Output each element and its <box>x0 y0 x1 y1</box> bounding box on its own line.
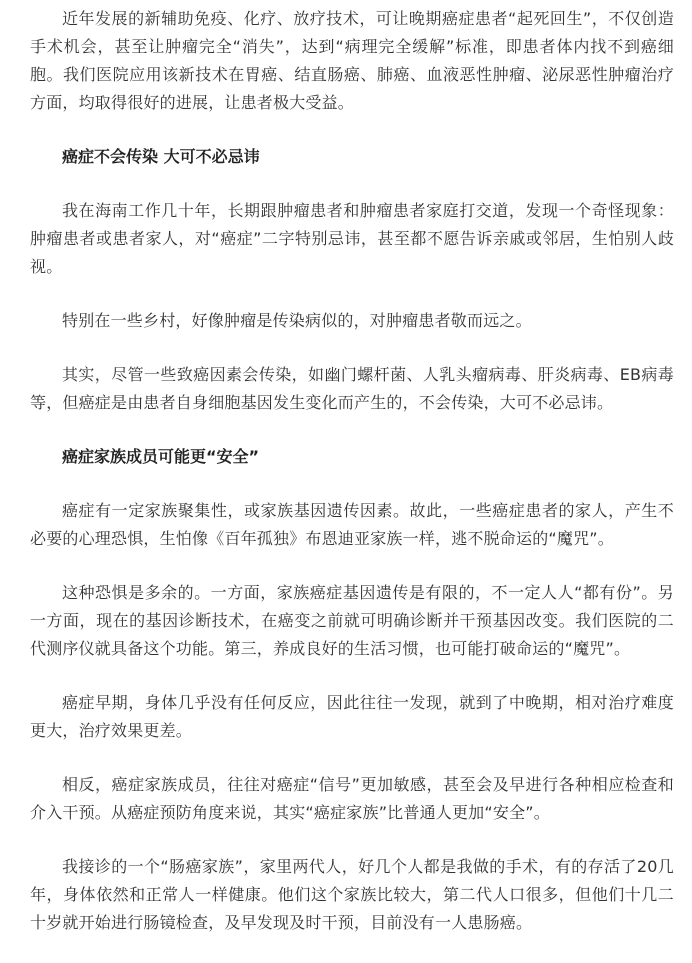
paragraph-family-clustering: 癌症有一定家族聚集性，或家族基因遗传因素。故此，一些癌症患者的家人，产生不必要的心理恐惧，生怕像《百年孤独》布恩迪亚家族一样，逃不脱命运的“魔咒”。 <box>30 501 674 548</box>
paragraph-intro: 近年发展的新辅助免疫、化疗、放疗技术，可让晚期癌症患者“起死回生”，不仅创造手术机会，甚至让肿瘤完全“消失”，达到“病理完全缓解”标准，即患者体内找不到癌细胞。我们医院应用该新技术在胃癌、结直肠癌、肺癌、血液恶性肿瘤、泌尿恶性肿瘤治疗方面，均取得很好的进展，让患者极大受益。 <box>30 9 674 112</box>
article-body <box>30 5 674 963</box>
section-heading-family-safer: 癌症家族成员可能更“安全” <box>62 447 260 466</box>
paragraph-family-sensitive: 相反，癌症家族成员，往往对癌症“信号”更加敏感，甚至会及早进行各种相应检查和介入干预。从癌症预防角度来说，其实“癌症家族”比普通人更加“安全”。 <box>30 775 674 822</box>
paragraph-rural: 特别在一些乡村，好像肿瘤是传染病似的，对肿瘤患者敬而远之。 <box>62 311 532 330</box>
paragraph-causes: 其实，尽管一些致癌因素会传染，如幽门螺杆菌、人乳头瘤病毒、肝炎病毒、EB病毒等，但癌症是由患者自身细胞基因发生变化而产生的，不会传染，大可不必忌讳。 <box>30 365 674 412</box>
paragraph-early-stage: 癌症早期，身体几乎没有任何反应，因此往往一发现，就到了中晚期，相对治疗难度更大，治疗效果更差。 <box>30 693 674 740</box>
paragraph-colon-family: 我接诊的一个“肠癌家族”，家里两代人，好几个人都是我做的手术，有的存活了20几年，身体依然和正常人一样健康。他们这个家族比较大，第二代人口很多，但他们十几二十岁就开始进行肠镜检查，及早发现及时干预，目前没有一人患肠癌。 <box>30 857 674 932</box>
section-heading-not-contagious: 癌症不会传染 大可不必忌讳 <box>62 147 260 166</box>
paragraph-fear-unneeded: 这种恐惧是多余的。一方面，家族癌症基因遗传是有限的，不一定人人“都有份”。另一方面，现在的基因诊断技术，在癌变之前就可明确诊断并干预基因改变。我们医院的二代测序仪就具备这个功能。第三，养成良好的生活习惯，也可能打破命运的“魔咒”。 <box>30 583 674 658</box>
paragraph-hainan-experience: 我在海南工作几十年，长期跟肿瘤患者和肿瘤患者家庭打交道，发现一个奇怪现象：肿瘤患者或患者家人，对“癌症”二字特别忌讳，甚至都不愿告诉亲戚或邻居，生怕别人歧视。 <box>30 201 674 276</box>
